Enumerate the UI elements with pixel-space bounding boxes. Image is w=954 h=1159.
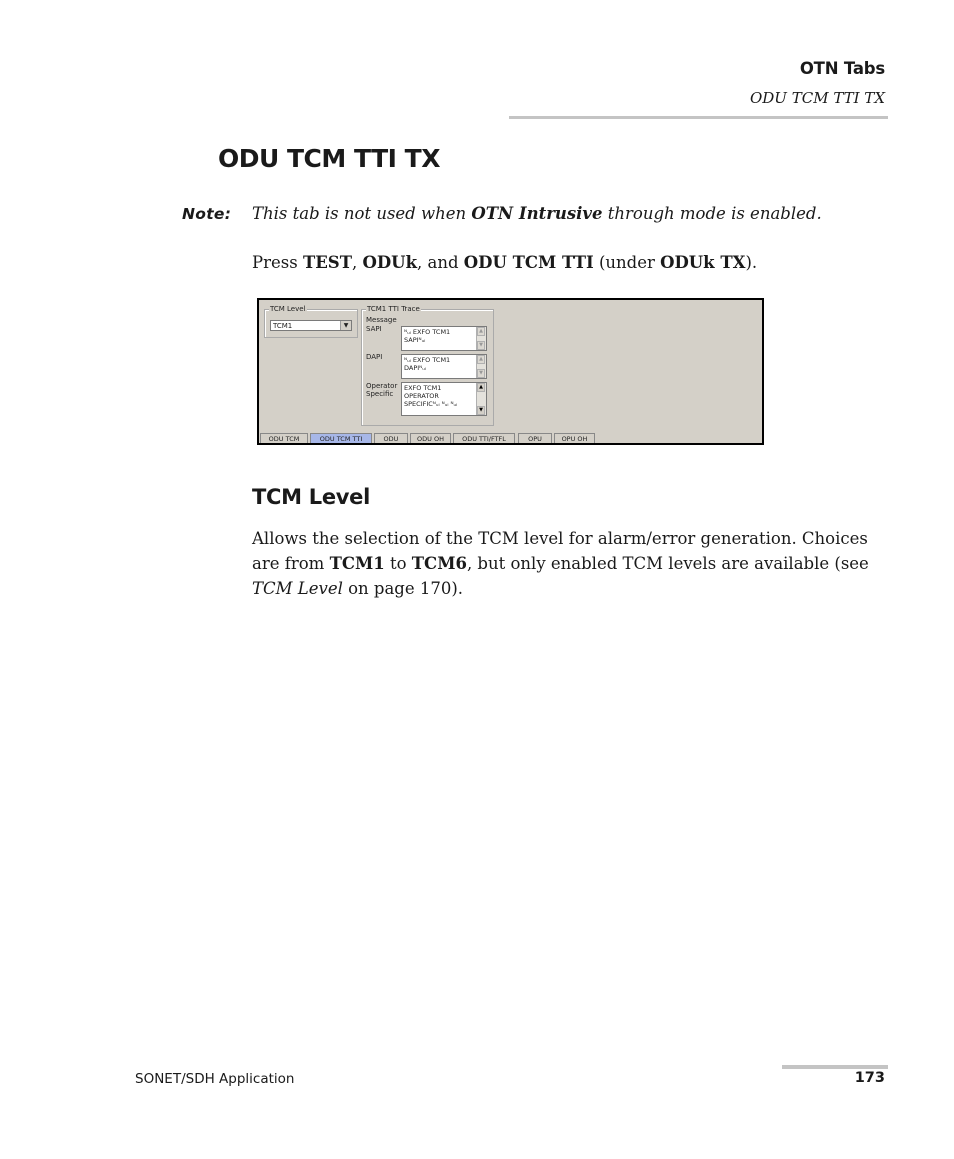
running-header-section: OTN Tabs: [799, 59, 885, 78]
scrollbar[interactable]: [476, 355, 486, 378]
tcm-level-group: TCM Level TCM1 ▼: [264, 309, 358, 338]
section-title: TCM Level: [252, 485, 370, 509]
tab-odu-oh[interactable]: ODU OH: [410, 433, 451, 443]
header-rule: [509, 116, 888, 119]
chevron-down-icon[interactable]: ▼: [340, 321, 351, 330]
ui-screenshot: [257, 298, 764, 445]
scroll-up-icon[interactable]: ▲: [477, 327, 485, 336]
cross-reference-link[interactable]: TCM Level: [252, 579, 343, 598]
scroll-down-icon[interactable]: ▼: [477, 369, 485, 378]
body-line-1: Allows the selection of the TCM level for alarm/error generation. Choices: [252, 529, 868, 548]
sapi-label: SAPI: [366, 325, 382, 333]
instruction-line: Press TEST, ODUk, and ODU TCM TTI (under ODUk TX).: [252, 253, 758, 272]
body-line-2: are from TCM1 to TCM6, but only enabled TCM levels are available (see: [252, 554, 869, 573]
tab-odu[interactable]: ODU: [374, 433, 408, 443]
scrollbar[interactable]: [476, 327, 486, 350]
body-line-3: TCM Level on page 170).: [252, 579, 464, 598]
operator-label: Operator: [366, 382, 398, 390]
message-label: Message: [366, 316, 397, 324]
tab-odu-tcm[interactable]: ODU TCM: [260, 433, 308, 443]
page-number: 173: [854, 1070, 885, 1086]
tab-bar: [260, 432, 759, 443]
footer-doc-title: SONET/SDH Application: [135, 1071, 295, 1087]
tab-odu-tti-ftfl[interactable]: ODU TTI/FTFL: [453, 433, 515, 443]
scroll-down-icon[interactable]: ▼: [477, 406, 485, 415]
footer-rule: [782, 1065, 888, 1069]
scrollbar[interactable]: [476, 383, 486, 415]
scroll-up-icon[interactable]: ▲: [477, 383, 485, 392]
sapi-field[interactable]: ᴺᵤₗ EXFO TCM1 SAPIᴺᵤₗ ▲ ▼: [401, 326, 487, 351]
page-title: ODU TCM TTI TX: [218, 144, 441, 173]
dapi-field[interactable]: ᴺᵤₗ EXFO TCM1 DAPIᴺᵤₗ ▲ ▼: [401, 354, 487, 379]
specific-label: Specific: [366, 390, 394, 398]
running-header-subsection: ODU TCM TTI TX: [749, 89, 885, 107]
tti-trace-group: TCM1 TTI Trace Message SAPI ᴺᵤₗ EXFO TCM1 SAPIᴺᵤₗ ▲ ▼ DAPI ᴺᵤₗ EXFO TCM1 DAPIᴺᵤₗ ▲ ▼ Operator Specific EXFO TCM1 OPERATOR SPECIFICᴺᵤₗ ᴺᵤₗ ᴺᵤₗ ▲ ▼: [361, 309, 494, 426]
operator-specific-field[interactable]: EXFO TCM1 OPERATOR SPECIFICᴺᵤₗ ᴺᵤₗ ᴺᵤₗ ▲ ▼: [401, 382, 487, 416]
tab-odu-tcm-tti[interactable]: ODU TCM TTI: [310, 433, 372, 443]
tab-opu[interactable]: OPU: [518, 433, 552, 443]
note-emphasis: OTN Intrusive: [471, 204, 603, 223]
dapi-label: DAPI: [366, 353, 383, 361]
tcm-level-dropdown[interactable]: TCM1 ▼: [270, 320, 352, 331]
note-label: Note:: [182, 205, 232, 223]
note-text: This tab is not used when OTN Intrusive through mode is enabled.: [252, 204, 822, 223]
tab-opu-oh[interactable]: OPU OH: [554, 433, 595, 443]
scroll-down-icon[interactable]: ▼: [477, 341, 485, 350]
scroll-up-icon[interactable]: ▲: [477, 355, 485, 364]
